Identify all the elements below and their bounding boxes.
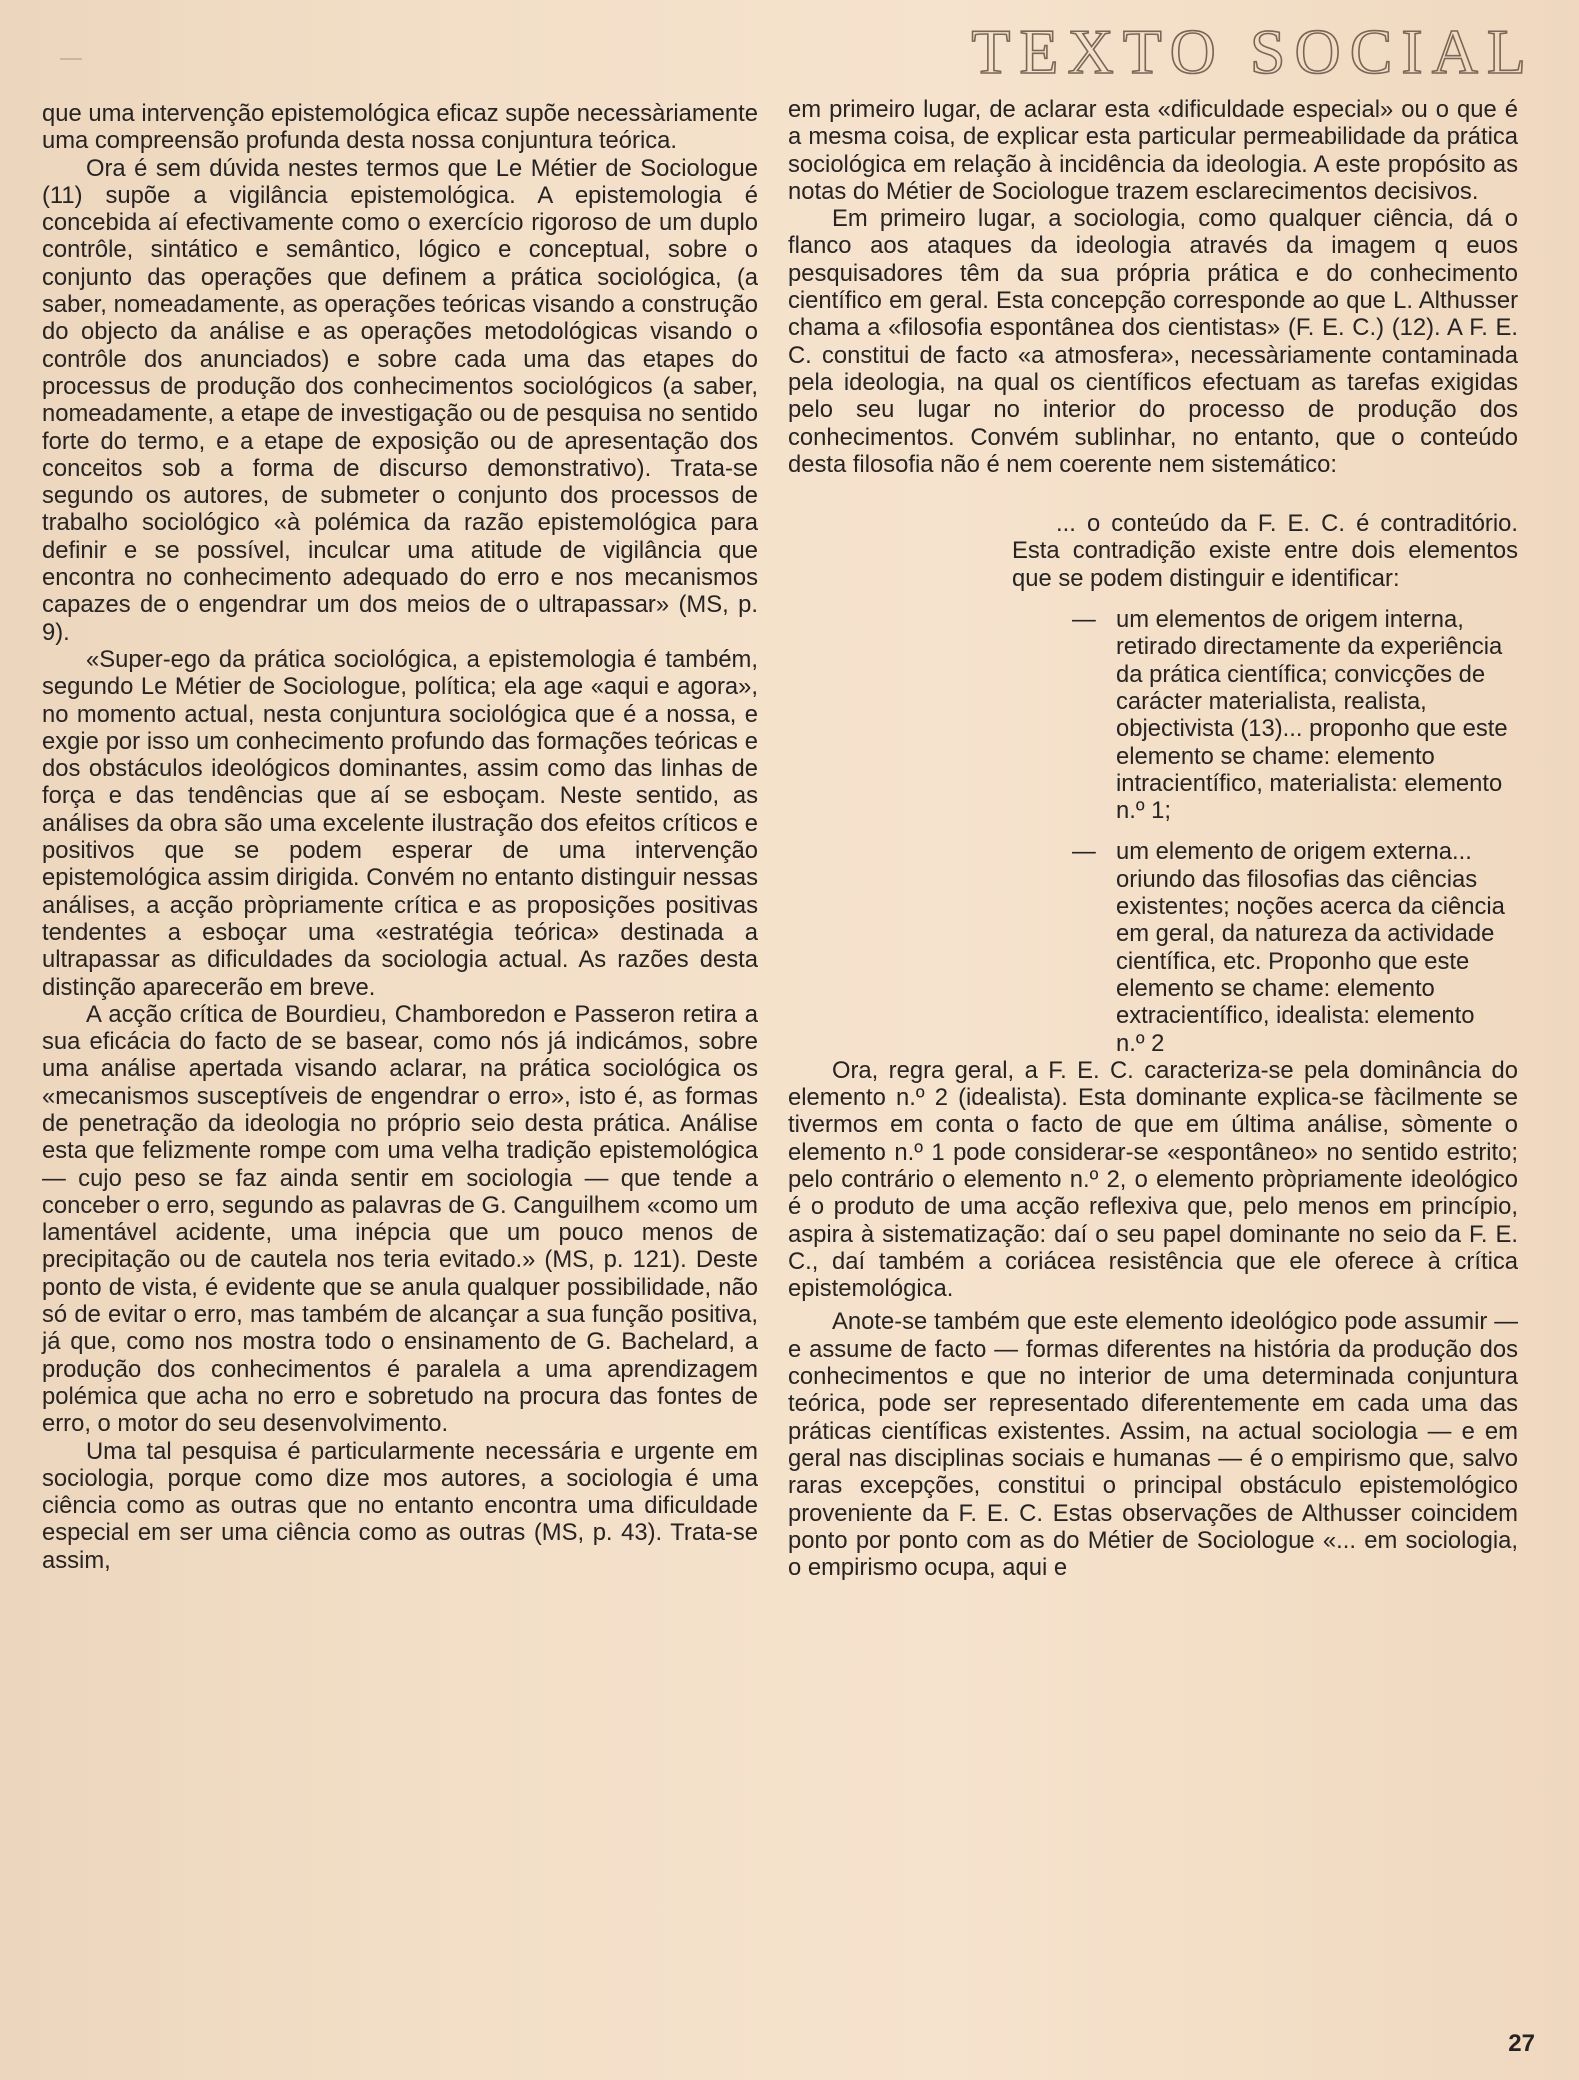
paragraph: Anote-se também que este elemento ideológico pode assumir — e assume de facto — formas diferentes na história da produção dos conhecimentos e que no interior de uma determinada conjuntura teórica, pode ser representado diferentemente em cada uma das práticas científicas existentes. Assim, na actual sociologia — e em geral nas disciplinas sociais e humanas — é o empirismo que, salvo raras excepções, constitui o principal obstáculo epistemológico proveniente da F. E. C. Estas observações de Althusser coincidem ponto por ponto com as do Métier de Sociologue «... em sociologia, o empirismo ocupa, aqui e (788, 1308, 1518, 1582)
paragraph: Uma tal pesquisa é particularmente necessária e urgente em sociologia, porque como dize mos autores, a sociologia é uma ciência como as outras que no entanto encontra uma dificuldade especial em ser uma ciência como as outras (MS, p. 43). Trata-se assim, (42, 1437, 758, 1574)
dash-marker: — (1072, 606, 1096, 634)
quote-item-text: um elemento de origem externa... oriundo das filosofias das ciências existentes; noções acerca da ciência em geral, da natureza da actividade científica, etc. Proponho que este elemento se chame: elemento extracientífico, idealista: elemento n.º 2 (1116, 838, 1505, 1057)
section-title: TEXTO SOCIAL (971, 16, 1535, 87)
block-quote (1012, 510, 1518, 1057)
page-number: 27 (1508, 2030, 1535, 2057)
paragraph: Ora, regra geral, a F. E. C. caracteriza-se pela dominância do elemento n.º 2 (idealista). Esta dominante explica-se fàcilmente se tivermos em conta o facto de que em última análise, sòmente o elemento n.º 1 pode considerar-se «espontâneo» no sentido estrito; pelo contrário o elemento n.º 2, o elemento pròpriamente ideológico é o produto de uma acção reflexiva que, pelo menos em princípio, aspira à sistematização: daí o seu papel dominante no seio da F. E. C., daí também a coriácea resistência que ele oferece à crítica epistemológica. (788, 1056, 1518, 1303)
left-column (42, 100, 758, 1574)
paragraph: em primeiro lugar, de aclarar esta «dificuldade especial» ou o que é a mesma coisa, de explicar esta particular permeabilidade da prática sociológica em relação à incidência da ideologia. A este propósito as notas do Métier de Sociologue trazem esclarecimentos decisivos. (788, 96, 1518, 205)
quote-item-text: um elementos de origem interna, retirado directamente da experiência da prática científica; convicções de carácter materialista, realista, objectivista (13)... proponho que este elemento se chame: elemento intracientífico, materialista: elemento n.º 1; (1116, 606, 1508, 825)
quote-list-item (1012, 838, 1518, 1056)
dash-marker: — (1072, 838, 1096, 866)
paragraph: que uma intervenção epistemológica eficaz supõe necessàriamente uma compreensão profunda desta nossa conjuntura teórica. (42, 100, 758, 155)
right-column (788, 96, 1518, 1581)
paragraph: Em primeiro lugar, a sociologia, como qualquer ciência, dá o flanco aos ataques da ideologia através da imagem q euos pesquisadores têm da sua própria prática e do conhecimento científico em geral. Esta concepção corresponde ao que L. Althusser chama a «filosofia espontânea dos cientistas» (F. E. C.) (12). A F. E. C. constitui de facto «a atmosfera», necessàriamente contaminada pela ideologia, na qual os científicos efectuam as tarefas exigidas pelo seu lugar no interior do processo de produção dos conhecimentos. Convém sublinhar, no entanto, que o conteúdo desta filosofia não é nem coerente nem sistemático: (788, 205, 1518, 478)
paragraph: «Super-ego da prática sociológica, a epistemologia é também, segundo Le Métier de Sociologue, política; ela age «aqui e agora», no momento actual, nesta conjuntura sociológica que é a nossa, e exgie por isso um conhecimento profundo das formações teóricas e dos obstáculos ideológicos dominantes, assim como das linhas de força e das tendências que aí se esboçam. Neste sentido, as análises da obra são uma excelente ilustração dos efeitos críticos e positivos que se podem esperar de uma intervenção epistemológica assim dirigida. Convém no entanto distinguir nessas análises, a acção pròpriamente crítica e as proposições positivas tendentes a esboçar uma «estratégia teórica» destinada a ultrapassar as dificuldades da sociologia actual. As razões desta distinção aparecerão em breve. (42, 645, 758, 1001)
quote-list-item (1012, 606, 1518, 824)
paragraph: A acção crítica de Bourdieu, Chamboredon e Passeron retira a sua eficácia do facto de se basear, como nós já indicámos, sobre uma análise apertada visando aclarar, na prática sociológica os «mecanismos susceptíveis de engendrar o erro», isto é, as formas de penetração da ideologia no próprio seio desta prática. Análise esta que felizmente rompe com uma velha tradição epistemológica — cujo peso se faz ainda sentir em sociologia — que tende a conceber o erro, segundo as palavras de G. Canguilhem «como um lamentável acidente, uma inépcia que um pouco menos de precipitação ou de cautela nos teria evitado.» (MS, p. 121). Deste ponto de vista, é evidente que se anula qualquer possibilidade, não só de evitar o erro, mas também de alcançar a sua função positiva, já que, como nos mostra todo o ensinamento de G. Bachelard, a produção dos conhecimentos é paralela a uma aprendizagem polémica que acha no erro e sobretudo na procura das fontes de erro, o motor do seu desenvolvimento. (42, 1000, 758, 1438)
quote-intro: ... o conteúdo da F. E. C. é contraditório. Esta contradição existe entre dois elementos que se podem distinguir e identificar: (1012, 510, 1518, 592)
margin-mark (60, 58, 82, 60)
paragraph: Ora é sem dúvida nestes termos que Le Métier de Sociologue (11) supõe a vigilância epistemológica. A epistemologia é concebida aí efectivamente como o exercício rigoroso de um duplo contrôle, sintático e semântico, lógico e conceptual, sobre o conjunto das operações que definem a prática sociológica, (a saber, nomeadamente, as operações teóricas visando a construção do objecto da análise e as operações metodológicas visando o contrôle dos anunciados) e sobre cada uma das etapes do processus de produção dos conhecimentos sociológicos (a saber, nomeadamente, a etape de investigação ou de pesquisa no sentido forte do termo, e a etape de exposição ou de apresentação dos conceitos sob a forma de discurso demonstrativo). Trata-se segundo os autores, de submeter o conjunto dos processos de trabalho sociológico «à polémica da razão epistemológica para definir e se possível, inculcar uma atitude de vigilância que encontra no conhecimento adequado do erro e nos mecanismos capazes de o engendrar um dos meios de o ultrapassar» (MS, p. 9). (42, 154, 758, 646)
